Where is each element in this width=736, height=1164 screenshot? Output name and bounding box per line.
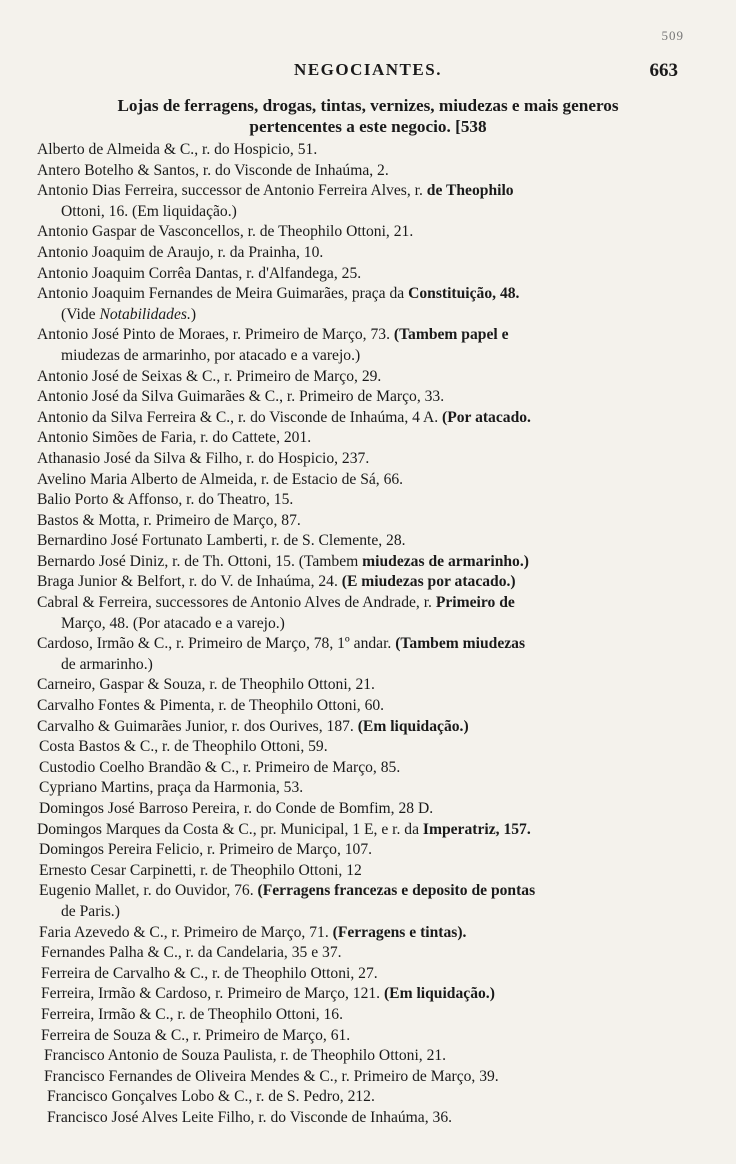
merchant-entry	[37, 181, 687, 202]
entry-text: Alberto de Almeida & C., r. do Hospicio, 51.	[37, 141, 318, 158]
entry-text: Avelino Maria Alberto de Almeida, r. de Estacio de Sá, 66.	[37, 470, 404, 488]
merchant-entry	[37, 428, 687, 449]
page-header	[0, 60, 736, 88]
entry-text: Balio Porto & Affonso, r. do Theatro, 15.	[37, 491, 294, 509]
merchant-entry	[37, 820, 687, 841]
merchant-list	[37, 140, 687, 1129]
merchant-entry	[37, 1108, 687, 1129]
entry-text: Bastos & Motta, r. Primeiro de Março, 87.	[37, 511, 301, 529]
merchant-entry	[37, 222, 687, 243]
entry-continuation-line	[37, 614, 687, 635]
merchant-entry	[37, 387, 687, 408]
section-title	[30, 95, 706, 137]
entry-bold-note: (E miudezas por atacado.)	[341, 573, 516, 591]
section-title-line-1: Lojas de ferragens, drogas, tintas, vernizes, miudezas e mais generos	[117, 96, 619, 115]
entry-bold-note: (Tambem miudezas	[395, 635, 526, 653]
entry-text: Domingos José Barroso Pereira, r. do Conde de Bomfim, 28 D.	[39, 800, 434, 817]
merchant-entry	[37, 243, 687, 264]
merchant-entry	[37, 1046, 687, 1067]
entry-text: (Vide	[61, 305, 100, 323]
merchant-entry	[37, 284, 687, 305]
entry-text: Athanasio José da Silva & Filho, r. do Hospicio, 237.	[37, 449, 370, 467]
entry-text: Antonio José de Seixas & C., r. Primeiro de Março, 29.	[37, 367, 382, 385]
page-number: 663	[649, 60, 678, 81]
entry-text: Antonio Simões de Faria, r. do Cattete, 201.	[37, 429, 312, 447]
entry-text: Ferreira de Carvalho & C., r. de Theophilo Ottoni, 27.	[41, 964, 378, 982]
entry-text: Costa Bastos & C., r. de Theophilo Ottoni, 59.	[39, 738, 328, 756]
entry-text: Eugenio Mallet, r. do Ouvidor, 76.	[39, 882, 258, 900]
merchant-entry	[37, 367, 687, 388]
merchant-entry	[37, 572, 687, 593]
entry-text: Antonio Dias Ferreira, successor de Antonio Ferreira Alves, r.	[37, 182, 427, 200]
entry-text: Faria Azevedo & C., r. Primeiro de Março, 71.	[39, 923, 333, 941]
entry-text: Ferreira, Irmão & Cardoso, r. Primeiro de Março, 121.	[41, 985, 384, 1003]
corner-page-mark: 509	[661, 28, 684, 43]
merchant-entry	[37, 964, 687, 985]
section-title-line-2: pertencentes a este negocio. [538	[249, 117, 487, 136]
entry-text: Carvalho & Guimarães Junior, r. dos Ourives, 187.	[37, 717, 358, 735]
merchant-entry	[37, 696, 687, 717]
merchant-entry	[37, 531, 687, 552]
entry-text: Francisco Gonçalves Lobo & C., r. de S. Pedro, 212.	[47, 1088, 375, 1106]
merchant-entry	[37, 552, 687, 573]
merchant-entry	[37, 408, 687, 429]
entry-text: Bernardino José Fortunato Lamberti, r. de S. Clemente, 28.	[37, 532, 406, 550]
entry-text: Ferreira, Irmão & C., r. de Theophilo Ottoni, 16.	[41, 1005, 343, 1023]
merchant-entry	[37, 1005, 687, 1026]
merchant-entry	[37, 737, 687, 758]
entry-text: Francisco Fernandes de Oliveira Mendes & C., r. Primeiro de Março, 39.	[44, 1067, 499, 1085]
entry-italic-text: Notabilidades.	[99, 305, 191, 323]
entry-text: Francisco Antonio de Souza Paulista, r. de Theophilo Ottoni, 21.	[44, 1047, 447, 1065]
entry-text: de armarinho.)	[61, 655, 153, 673]
entry-text: Cabral & Ferreira, successores de Antonio Alves de Andrade, r.	[37, 594, 436, 612]
entry-text: Domingos Pereira Felicio, r. Primeiro de Março, 107.	[39, 841, 373, 859]
entry-bold-note: (Tambem papel e	[393, 326, 509, 344]
entry-bold-note: (Ferragens e tintas).	[332, 923, 467, 941]
entry-text: Cypriano Martins, praça da Harmonia, 53.	[39, 779, 304, 797]
merchant-entry	[37, 1026, 687, 1047]
entry-bold-note: Primeiro de	[435, 594, 515, 612]
entry-bold-note: (Ferragens francezas e deposito de pontas	[257, 882, 536, 900]
merchant-entry	[37, 511, 687, 532]
merchant-entry	[37, 717, 687, 738]
merchant-entry	[37, 840, 687, 861]
merchant-entry	[37, 140, 687, 161]
entry-bold-note: Imperatriz, 157.	[422, 820, 531, 838]
merchant-entry	[37, 593, 687, 614]
merchant-entry	[37, 923, 687, 944]
entry-text: Antero Botelho & Santos, r. do Visconde de Inhaúma, 2.	[37, 161, 389, 179]
entry-text: Março, 48. (Por atacado e a varejo.)	[61, 614, 285, 632]
entry-continuation-line	[37, 305, 687, 326]
merchant-entry	[37, 943, 687, 964]
entry-bold-note: (Em liquidação.)	[383, 985, 495, 1003]
entry-bold-note: miudezas de armarinho.)	[362, 552, 529, 570]
entry-text: Fernandes Palha & C., r. da Candelaria, 35 e 37.	[41, 944, 342, 962]
merchant-entry	[37, 449, 687, 470]
merchant-entry	[37, 778, 687, 799]
merchant-entry	[37, 1067, 687, 1088]
entry-text: Bernardo José Diniz, r. de Th. Ottoni, 15. (Tambem	[37, 552, 363, 570]
entry-bold-note: (Em liquidação.)	[357, 717, 469, 735]
merchant-entry	[37, 881, 687, 902]
running-head: NEGOCIANTES.	[294, 60, 442, 79]
merchant-entry	[37, 161, 687, 182]
entry-text: Cardoso, Irmão & C., r. Primeiro de Março, 78, 1º andar.	[37, 635, 396, 653]
merchant-entry	[37, 799, 687, 820]
entry-continuation-line	[37, 902, 687, 923]
entry-text: Ferreira de Souza & C., r. Primeiro de Março, 61.	[41, 1026, 351, 1044]
entry-text: Antonio Joaquim de Araujo, r. da Prainha, 10.	[37, 243, 324, 261]
entry-text: Carneiro, Gaspar & Souza, r. de Theophilo Ottoni, 21.	[37, 676, 375, 694]
entry-text: Ottoni, 16. (Em liquidação.)	[61, 202, 237, 220]
entry-text: Antonio Gaspar de Vasconcellos, r. de Theophilo Ottoni, 21.	[37, 223, 414, 241]
entry-text: Antonio Joaquim Corrêa Dantas, r. d'Alfandega, 25.	[37, 264, 362, 282]
merchant-entry	[37, 984, 687, 1005]
entry-bold-note: (Por atacado.	[442, 408, 531, 426]
entry-text: Braga Junior & Belfort, r. do V. de Inhaúma, 24.	[37, 573, 342, 591]
merchant-entry	[37, 490, 687, 511]
entry-text: Carvalho Fontes & Pimenta, r. de Theophilo Ottoni, 60.	[37, 697, 385, 715]
merchant-entry	[37, 325, 687, 346]
merchant-entry	[37, 264, 687, 285]
entry-continuation-line	[37, 202, 687, 223]
entry-text: Francisco José Alves Leite Filho, r. do Visconde de Inhaúma, 36.	[47, 1108, 453, 1126]
entry-text: Antonio Joaquim Fernandes de Meira Guimarães, praça da	[37, 285, 409, 303]
entry-text: Domingos Marques da Costa & C., pr. Municipal, 1 E, e r. da	[37, 820, 423, 838]
entry-continuation-line	[37, 346, 687, 367]
merchant-entry	[37, 1087, 687, 1108]
entry-bold-note: Constituição, 48.	[408, 285, 520, 303]
merchant-entry	[37, 470, 687, 491]
entry-text: Custodio Coelho Brandão & C., r. Primeiro de Março, 85.	[39, 758, 401, 776]
merchant-entry	[37, 634, 687, 655]
merchant-entry	[37, 758, 687, 779]
entry-text: miudezas de armarinho, por atacado e a varejo.)	[61, 346, 361, 364]
entry-text: Antonio José da Silva Guimarães & C., r. Primeiro de Março, 33.	[37, 388, 445, 406]
entry-continuation-line	[37, 655, 687, 676]
entry-text: de Paris.)	[61, 902, 120, 920]
entry-text: Antonio da Silva Ferreira & C., r. do Visconde de Inhaúma, 4 A.	[37, 408, 443, 426]
entry-bold-note: de Theophilo	[426, 182, 514, 200]
entry-text: Ernesto Cesar Carpinetti, r. de Theophilo Ottoni, 12	[39, 861, 362, 879]
merchant-entry	[37, 861, 687, 882]
merchant-entry	[37, 675, 687, 696]
entry-text: Antonio José Pinto de Moraes, r. Primeiro de Março, 73.	[37, 326, 394, 344]
entry-text-tail: )	[190, 305, 197, 323]
